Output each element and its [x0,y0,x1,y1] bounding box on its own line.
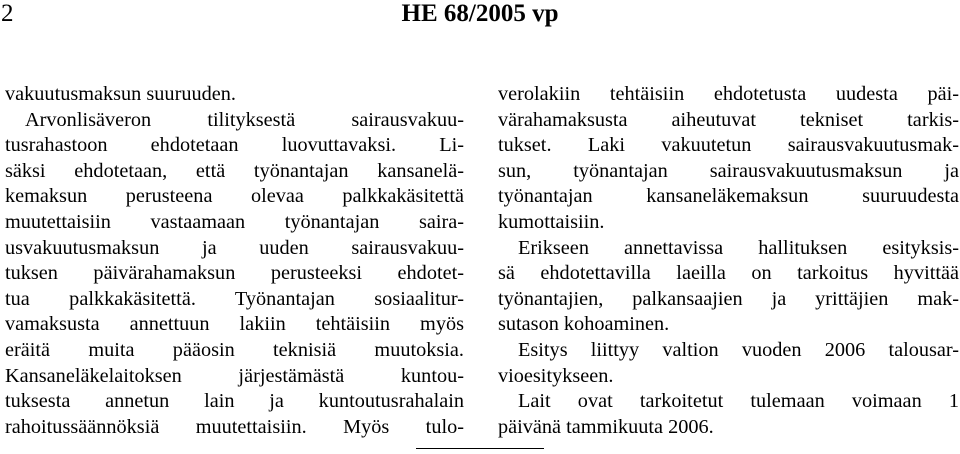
text-line: sä ehdotettavilla laeilla on tarkoitus hyvittää [498,262,959,285]
text-line: muutettaisiin vastaamaan työnantajan saira- [5,210,464,233]
text-line: tua palkkakäsitettä. Työnantajan sosiaalitur- [5,287,464,310]
text-line: usvakuutusmaksun ja uuden sairausvakuu- [5,236,464,259]
text-line: päivänä tammikuuta 2006. [498,415,714,438]
text-line: kumottaisiin. [498,210,605,233]
text-line: tusrahastoon ehdotetaan luovuttavaksi. Li- [5,134,464,157]
text-line: Esitys liittyy valtion vuoden 2006 talousar- [518,338,959,361]
text-line: säksi ehdotetaan, että työnantajan kansanelä- [5,159,464,182]
text-line: työnantajan kansaneläkemaksun suuruudesta [498,185,959,208]
text-line: Lait ovat tarkoitetut tulemaan voimaan 1 [518,390,959,413]
text-line: tuksen päivärahamaksun perusteeksi ehdotet- [5,262,464,285]
text-line: vakuutusmaksun suuruuden. [5,83,236,105]
text-line: Arvonlisäveron tilityksestä sairausvakuu- [25,108,464,131]
right-text-column [498,82,959,440]
left-text-column [5,82,464,440]
text-line: rahoitussäännöksiä muutettaisiin. Myös tulo- [5,415,464,438]
text-line: sun, työnantajan sairausvakuutusmaksun ja [498,159,959,182]
page-number: 2 [1,0,14,27]
text-line: sutason kohoaminen. [498,313,670,336]
document-id: HE 68/2005 vp [401,0,559,27]
text-line: Erikseen annettavissa hallituksen esityksis- [518,236,959,259]
text-line: kemaksun perusteena olevaa palkkakäsitettä [5,185,464,208]
text-line: verolakiin tehtäisiin ehdotetusta uudesta päi- [498,83,959,105]
text-line: työnantajien, palkansaajien ja yrittäjien mak- [498,287,959,310]
text-line: tukset. Laki vakuutetun sairausvakuutusmak- [498,134,959,157]
footnote-rule [416,448,544,449]
text-line: Kansaneläkelaitoksen järjestämästä kuntou- [5,364,464,387]
text-line: eräitä muita pääosin teknisiä muutoksia. [5,338,464,361]
text-line: värahamaksusta aiheutuvat tekniset tarkis- [498,108,959,131]
text-line: vamaksusta annettuun lakiin tehtäisiin myös [5,313,464,336]
text-line: tuksesta annetun lain ja kuntoutusrahalain [5,390,464,413]
text-line: vioesitykseen. [498,364,614,387]
